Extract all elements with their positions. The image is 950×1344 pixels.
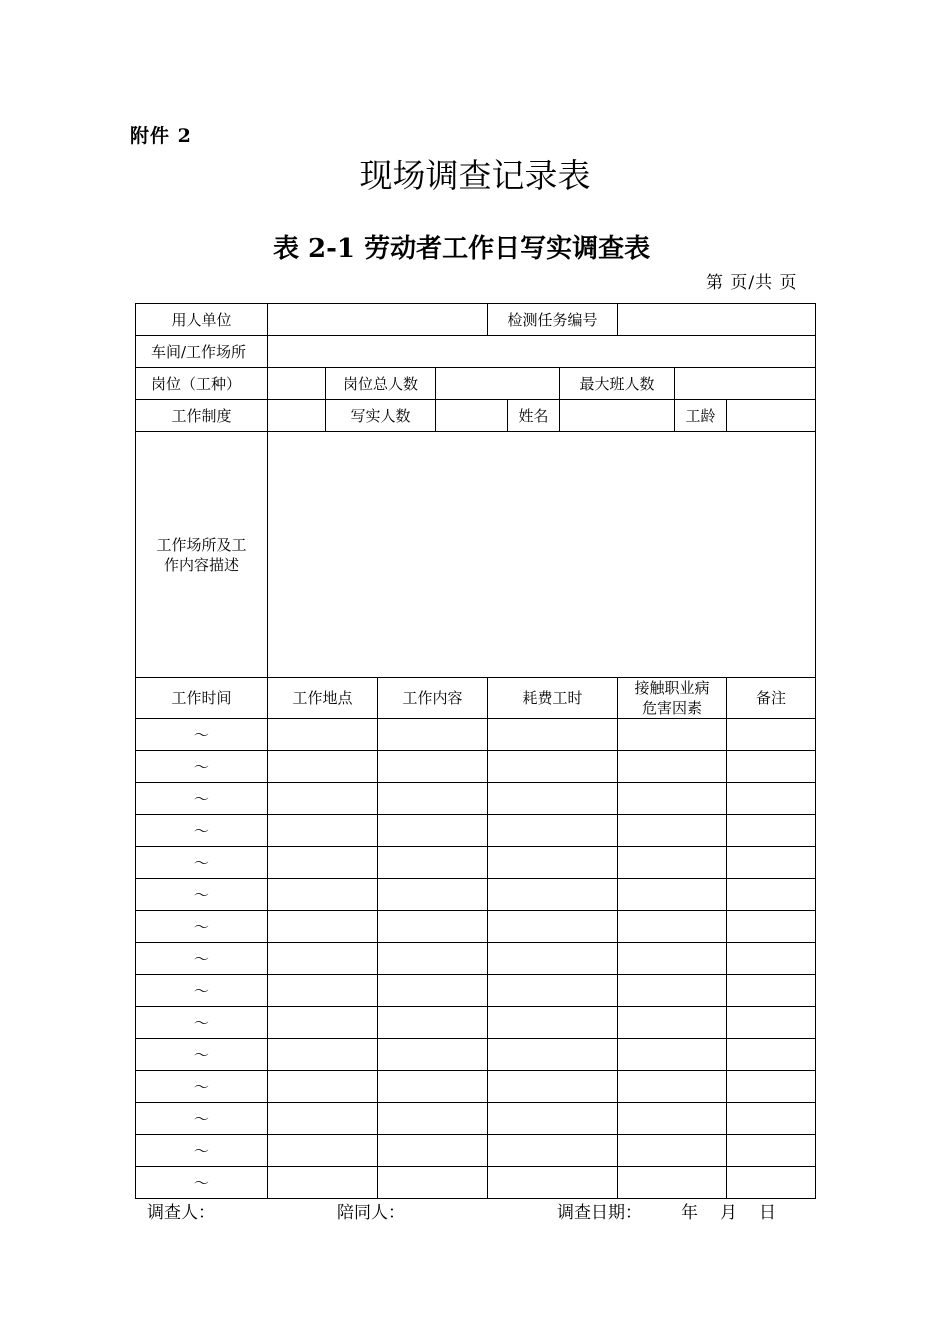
month-label: 月 — [720, 1203, 737, 1223]
location-cell[interactable] — [268, 719, 378, 751]
max-shift-field[interactable] — [675, 368, 816, 400]
remarks-cell[interactable] — [727, 879, 816, 911]
hazard-cell[interactable] — [618, 847, 727, 879]
post-field[interactable] — [268, 368, 326, 400]
log-row — [136, 751, 816, 783]
hours-cell[interactable] — [488, 719, 618, 751]
page-indicator: 第 页/共 页 — [706, 273, 798, 293]
header-hazard-factors: 接触职业病危害因素 — [618, 678, 727, 719]
content-cell[interactable] — [378, 975, 488, 1007]
log-row — [136, 1071, 816, 1103]
log-row — [136, 1135, 816, 1167]
max-shift-label: 最大班人数 — [560, 368, 675, 400]
hazard-cell[interactable] — [618, 783, 727, 815]
location-cell[interactable] — [268, 1135, 378, 1167]
time-cell[interactable]: ～ — [136, 1103, 268, 1135]
location-cell[interactable] — [268, 1039, 378, 1071]
post-total-field[interactable] — [436, 368, 560, 400]
workshop-field[interactable] — [268, 336, 816, 368]
hours-cell[interactable] — [488, 1167, 618, 1199]
content-cell[interactable] — [378, 1167, 488, 1199]
hours-cell[interactable] — [488, 751, 618, 783]
day-label: 日 — [759, 1203, 776, 1223]
time-cell[interactable]: ～ — [136, 719, 268, 751]
hazard-cell[interactable] — [618, 879, 727, 911]
log-row — [136, 1007, 816, 1039]
log-row — [136, 943, 816, 975]
time-cell[interactable]: ～ — [136, 943, 268, 975]
location-cell[interactable] — [268, 1167, 378, 1199]
hours-cell[interactable] — [488, 1071, 618, 1103]
content-cell[interactable] — [378, 815, 488, 847]
location-cell[interactable] — [268, 847, 378, 879]
header-work-time: 工作时间 — [136, 678, 268, 719]
description-field[interactable] — [268, 432, 816, 678]
remarks-cell[interactable] — [727, 1103, 816, 1135]
description-row — [136, 432, 816, 678]
content-cell[interactable] — [378, 783, 488, 815]
log-row — [136, 879, 816, 911]
post-label: 岗位（工种） — [136, 368, 268, 400]
remarks-cell[interactable] — [727, 1167, 816, 1199]
content-cell[interactable] — [378, 1135, 488, 1167]
hazard-cell[interactable] — [618, 1007, 727, 1039]
employer-field[interactable] — [268, 304, 488, 336]
log-body — [136, 719, 816, 1199]
log-row — [136, 847, 816, 879]
survey-date-label: 调查日期： — [557, 1203, 642, 1223]
remarks-cell[interactable] — [727, 1071, 816, 1103]
location-cell[interactable] — [268, 1007, 378, 1039]
remarks-cell[interactable] — [727, 847, 816, 879]
location-cell[interactable] — [268, 911, 378, 943]
workshop-row — [136, 336, 816, 368]
location-cell[interactable] — [268, 751, 378, 783]
remarks-cell[interactable] — [727, 943, 816, 975]
hours-cell[interactable] — [488, 847, 618, 879]
remarks-cell[interactable] — [727, 975, 816, 1007]
location-cell[interactable] — [268, 1071, 378, 1103]
location-cell[interactable] — [268, 879, 378, 911]
log-row — [136, 911, 816, 943]
hazard-cell[interactable] — [618, 719, 727, 751]
content-cell[interactable] — [378, 911, 488, 943]
post-total-label: 岗位总人数 — [326, 368, 436, 400]
remarks-cell[interactable] — [727, 751, 816, 783]
remarks-cell[interactable] — [727, 1007, 816, 1039]
task-no-field[interactable] — [618, 304, 816, 336]
content-cell[interactable] — [378, 847, 488, 879]
time-cell[interactable]: ～ — [136, 847, 268, 879]
remarks-cell[interactable] — [727, 1135, 816, 1167]
time-cell[interactable]: ～ — [136, 911, 268, 943]
hours-cell[interactable] — [488, 1007, 618, 1039]
companion-label: 陪同人： — [337, 1203, 405, 1223]
remarks-cell[interactable] — [727, 783, 816, 815]
time-cell[interactable]: ～ — [136, 751, 268, 783]
observed-count-label: 写实人数 — [326, 400, 436, 432]
hazard-cell[interactable] — [618, 1039, 727, 1071]
remarks-cell[interactable] — [727, 815, 816, 847]
content-cell[interactable] — [378, 943, 488, 975]
work-system-field[interactable] — [268, 400, 326, 432]
task-no-label: 检测任务编号 — [488, 304, 618, 336]
header-remarks: 备注 — [727, 678, 816, 719]
time-cell[interactable]: ～ — [136, 815, 268, 847]
hours-cell[interactable] — [488, 783, 618, 815]
log-row — [136, 1103, 816, 1135]
time-cell[interactable]: ～ — [136, 783, 268, 815]
time-cell[interactable]: ～ — [136, 1071, 268, 1103]
seniority-label: 工龄 — [675, 400, 727, 432]
hours-cell[interactable] — [488, 975, 618, 1007]
work-system-label: 工作制度 — [136, 400, 268, 432]
workshop-label: 车间/工作场所 — [136, 336, 268, 368]
location-cell[interactable] — [268, 815, 378, 847]
table-subtitle: 表 2-1 劳动者工作日写实调查表 — [273, 234, 651, 264]
hazard-cell[interactable] — [618, 975, 727, 1007]
location-cell[interactable] — [268, 783, 378, 815]
hazard-cell[interactable] — [618, 815, 727, 847]
year-label: 年 — [681, 1203, 698, 1223]
time-cell[interactable]: ～ — [136, 1039, 268, 1071]
location-cell[interactable] — [268, 1103, 378, 1135]
employer-label: 用人单位 — [136, 304, 268, 336]
annex-label: 附件 2 — [130, 125, 192, 147]
name-label: 姓名 — [508, 400, 560, 432]
hazard-cell[interactable] — [618, 1135, 727, 1167]
remarks-cell[interactable] — [727, 719, 816, 751]
log-row — [136, 719, 816, 751]
surveyor-label: 调查人： — [147, 1203, 215, 1223]
log-row — [136, 975, 816, 1007]
post-row — [136, 368, 816, 400]
log-row — [136, 815, 816, 847]
hours-cell[interactable] — [488, 1103, 618, 1135]
log-row — [136, 1039, 816, 1071]
content-cell[interactable] — [378, 719, 488, 751]
log-row — [136, 783, 816, 815]
hours-cell[interactable] — [488, 943, 618, 975]
header-hours-spent: 耗费工时 — [488, 678, 618, 719]
time-cell[interactable]: ～ — [136, 1007, 268, 1039]
hazard-cell[interactable] — [618, 1167, 727, 1199]
hours-cell[interactable] — [488, 1135, 618, 1167]
employer-row — [136, 304, 816, 336]
hazard-cell[interactable] — [618, 751, 727, 783]
location-cell[interactable] — [268, 975, 378, 1007]
hours-cell[interactable] — [488, 911, 618, 943]
hazard-cell[interactable] — [618, 911, 727, 943]
survey-form-table — [135, 303, 816, 1199]
work-system-row — [136, 400, 816, 432]
location-cell[interactable] — [268, 943, 378, 975]
description-label: 工作场所及工作内容描述 — [136, 432, 268, 678]
page-title: 现场调查记录表 — [359, 156, 591, 195]
content-cell[interactable] — [378, 1103, 488, 1135]
log-header-row — [136, 678, 816, 719]
hazard-cell[interactable] — [618, 1103, 727, 1135]
content-cell[interactable] — [378, 1071, 488, 1103]
observed-count-field[interactable] — [436, 400, 508, 432]
header-work-location: 工作地点 — [268, 678, 378, 719]
time-cell[interactable]: ～ — [136, 975, 268, 1007]
time-cell[interactable]: ～ — [136, 879, 268, 911]
hazard-cell[interactable] — [618, 1071, 727, 1103]
hours-cell[interactable] — [488, 815, 618, 847]
hours-cell[interactable] — [488, 1039, 618, 1071]
name-field[interactable] — [560, 400, 675, 432]
log-row — [136, 1167, 816, 1199]
content-cell[interactable] — [378, 1007, 488, 1039]
time-cell[interactable]: ～ — [136, 1135, 268, 1167]
header-work-content: 工作内容 — [378, 678, 488, 719]
remarks-cell[interactable] — [727, 1039, 816, 1071]
content-cell[interactable] — [378, 879, 488, 911]
hazard-cell[interactable] — [618, 943, 727, 975]
content-cell[interactable] — [378, 1039, 488, 1071]
time-cell[interactable]: ～ — [136, 1167, 268, 1199]
seniority-field[interactable] — [727, 400, 816, 432]
hours-cell[interactable] — [488, 879, 618, 911]
remarks-cell[interactable] — [727, 911, 816, 943]
content-cell[interactable] — [378, 751, 488, 783]
